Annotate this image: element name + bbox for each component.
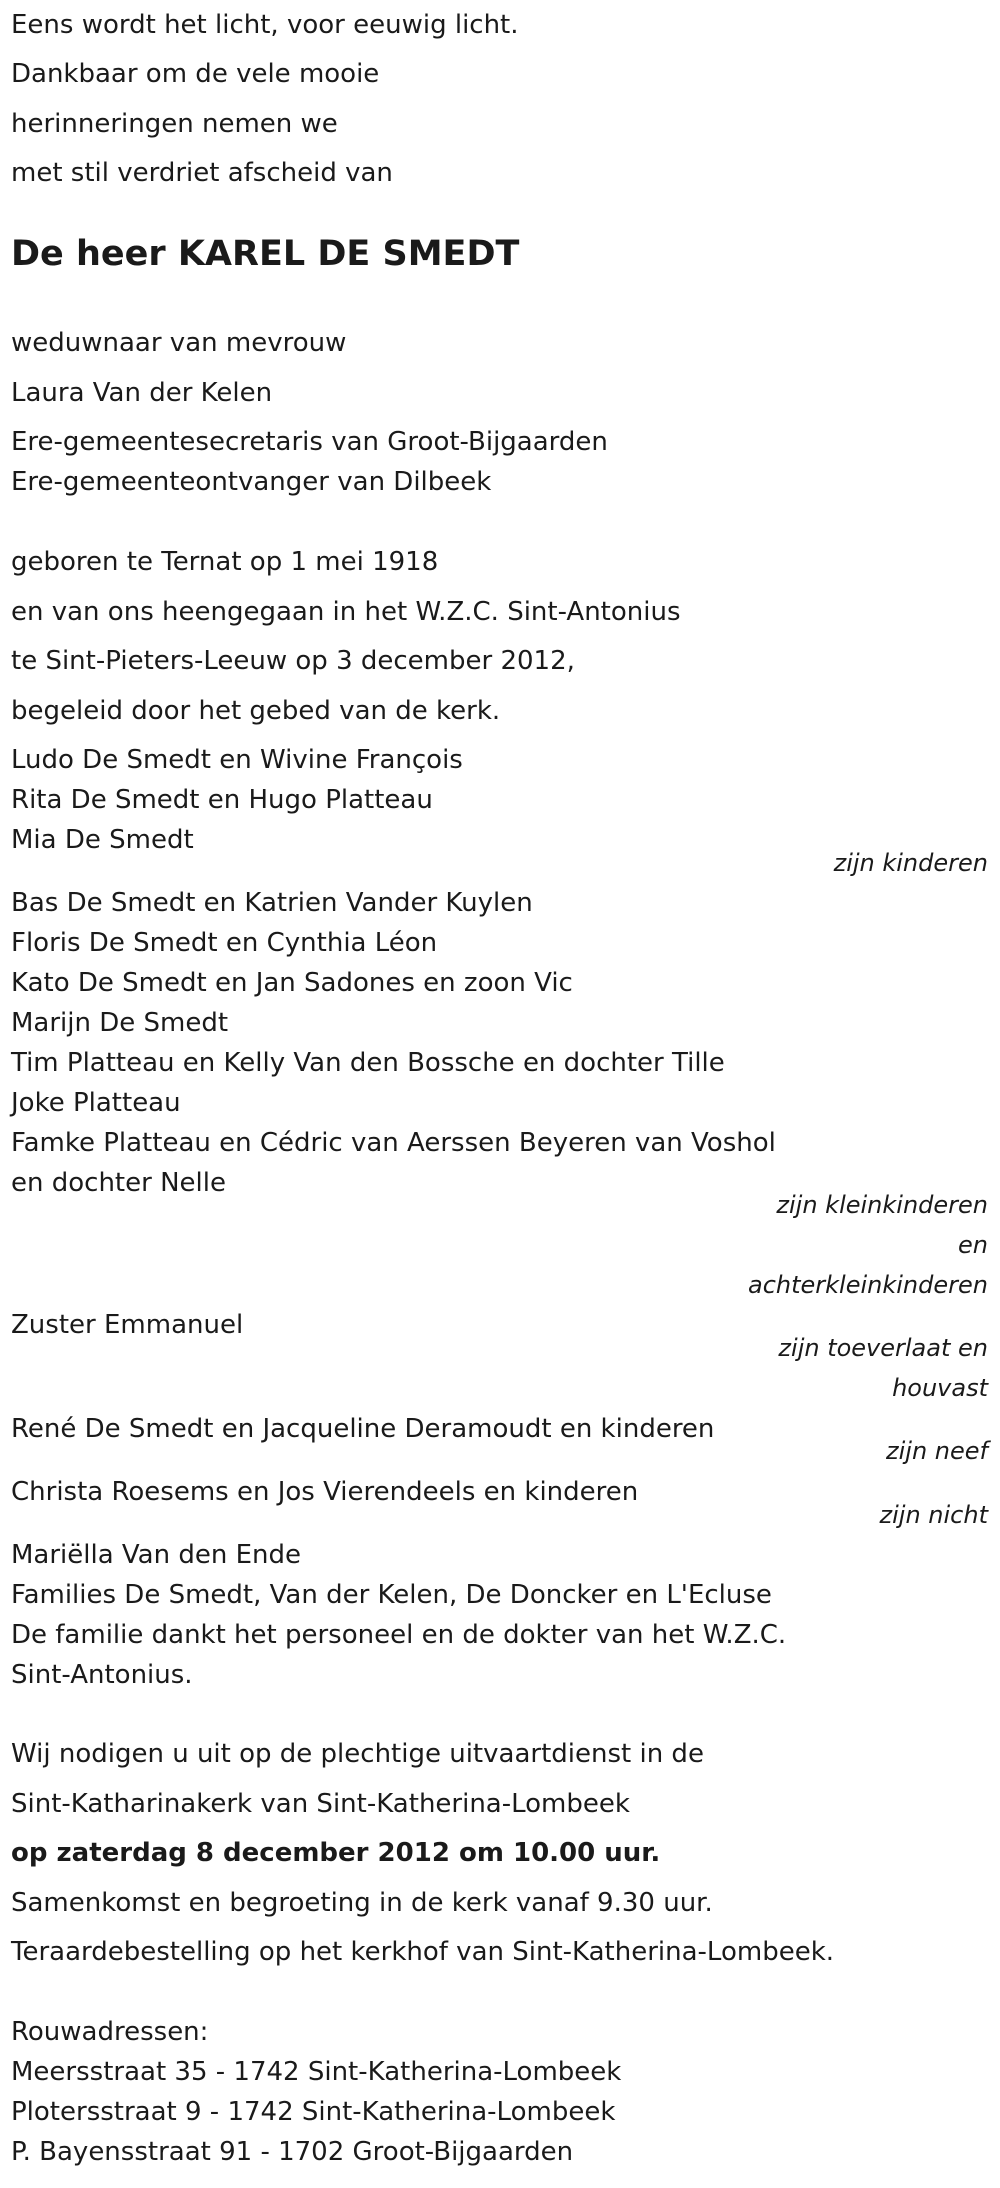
grandchildren-label: achterkleinkinderen [748, 1271, 988, 1299]
address-line: Meersstraat 35 - 1742 Sint-Katherina-Lombeek [11, 2057, 622, 2087]
address-line: Plotersstraat 9 - 1742 Sint-Katherina-Lombeek [11, 2097, 616, 2127]
spouse-line: weduwnaar van mevrouw [11, 328, 347, 358]
address-line: P. Bayensstraat 91 - 1702 Groot-Bijgaarden [11, 2137, 574, 2167]
nephew-label: zijn neef [886, 1437, 988, 1465]
life-line: geboren te Ternat op 1 mei 1918 [11, 547, 439, 577]
children-label: zijn kinderen [833, 849, 988, 877]
intro-line: Dankbaar om de vele mooie [11, 59, 380, 89]
service-line: Sint-Katharinakerk van Sint-Katherina-Lombeek [11, 1789, 630, 1819]
service-line: Teraardebestelling op het kerkhof van Sint-Katherina-Lombeek. [11, 1937, 835, 1967]
service-line: Samenkomst en begroeting in de kerk vanaf 9.30 uur. [11, 1888, 713, 1918]
grandchild-line: Joke Platteau [11, 1088, 181, 1118]
grandchild-line: Famke Platteau en Cédric van Aerssen Beyeren van Voshol [11, 1128, 776, 1158]
others-line: Families De Smedt, Van der Kelen, De Doncker en L'Ecluse [11, 1580, 772, 1610]
others-line: De familie dankt het personeel en de dokter van het W.Z.C. [11, 1620, 787, 1650]
niece-label: zijn nicht [879, 1501, 988, 1529]
addresses-title: Rouwadressen: [11, 2017, 209, 2047]
others-line: Mariëlla Van den Ende [11, 1540, 302, 1570]
grandchild-line: Tim Platteau en Kelly Van den Bossche en dochter Tille [11, 1048, 725, 1078]
role-line: Ere-gemeentesecretaris van Groot-Bijgaarden [11, 427, 608, 457]
grandchildren-label: en [958, 1231, 988, 1259]
child-line: Mia De Smedt [11, 825, 194, 855]
grandchild-line: Floris De Smedt en Cynthia Léon [11, 928, 438, 958]
support-label: zijn toeverlaat en [778, 1334, 988, 1362]
support-label: houvast [892, 1374, 988, 1402]
support-name: Zuster Emmanuel [11, 1310, 244, 1340]
grandchild-line: Marijn De Smedt [11, 1008, 229, 1038]
grandchildren-label: zijn kleinkinderen [776, 1191, 988, 1219]
child-line: Ludo De Smedt en Wivine François [11, 745, 463, 775]
spouse-line: Laura Van der Kelen [11, 378, 273, 408]
nephew-line: René De Smedt en Jacqueline Deramoudt en kinderen [11, 1414, 715, 1444]
niece-line: Christa Roesems en Jos Vierendeels en kinderen [11, 1477, 639, 1507]
deceased-name-title: De heer KAREL DE SMEDT [11, 234, 520, 274]
others-line: Sint-Antonius. [11, 1660, 193, 1690]
grandchild-line: Kato De Smedt en Jan Sadones en zoon Vic [11, 968, 573, 998]
service-line: Wij nodigen u uit op de plechtige uitvaartdienst in de [11, 1739, 704, 1769]
grandchild-line: Bas De Smedt en Katrien Vander Kuylen [11, 888, 533, 918]
intro-line: herinneringen nemen we [11, 109, 338, 139]
grandchild-line: en dochter Nelle [11, 1168, 226, 1198]
child-line: Rita De Smedt en Hugo Platteau [11, 785, 433, 815]
intro-line: Eens wordt het licht, voor eeuwig licht. [11, 10, 519, 40]
life-line: begeleid door het gebed van de kerk. [11, 696, 501, 726]
intro-line: met stil verdriet afscheid van [11, 158, 393, 188]
service-date: op zaterdag 8 december 2012 om 10.00 uur. [11, 1838, 661, 1868]
role-line: Ere-gemeenteontvanger van Dilbeek [11, 467, 492, 497]
life-line: en van ons heengegaan in het W.Z.C. Sint-Antonius [11, 597, 681, 627]
life-line: te Sint-Pieters-Leeuw op 3 december 2012, [11, 646, 575, 676]
